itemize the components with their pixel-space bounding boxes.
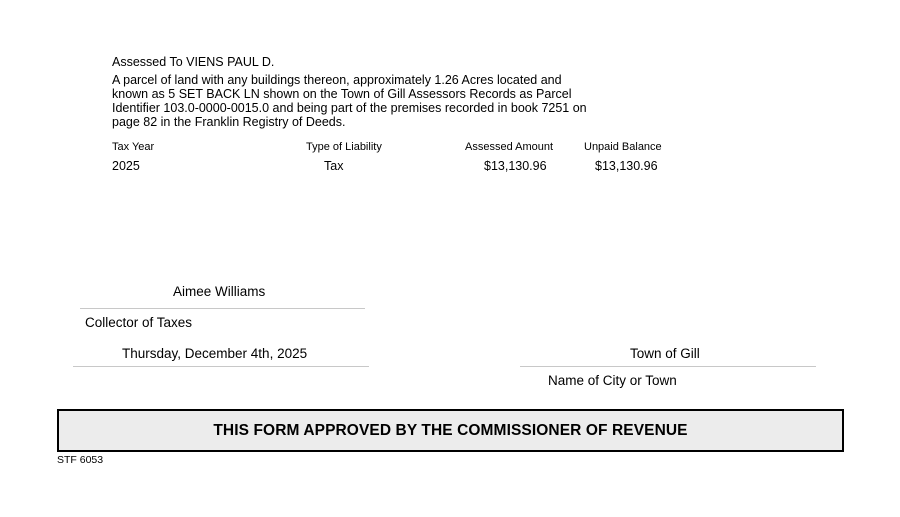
parcel-description [112,73,587,129]
town-label: Name of City or Town [548,373,677,388]
header-tax-year: Tax Year [112,141,155,153]
header-type-of-liability: Type of Liability [306,141,382,153]
header-unpaid-balance: Unpaid Balance [584,141,662,153]
date-line [73,366,369,367]
town-line [520,366,816,367]
parcel-description-line: A parcel of land with any buildings thereon, approximately 1.26 Acres located and [112,73,562,87]
cell-unpaid-balance: $13,130.96 [595,159,658,173]
signature-date: Thursday, December 4th, 2025 [122,346,308,361]
header-assessed-amount: Assessed Amount [465,141,554,153]
parcel-description-line: page 82 in the Franklin Registry of Deeds. [112,115,346,129]
town-name: Town of Gill [630,346,700,361]
parcel-description-line: Identifier 103.0-0000-0015.0 and being part of the premises recorded in book 7251 on [112,101,587,115]
parcel-description-line: known as 5 SET BACK LN shown on the Town of Gill Assessors Records as Parcel [112,87,572,101]
cell-assessed-amount: $13,130.96 [484,159,547,173]
cell-tax-year: 2025 [112,159,140,173]
collector-name: Aimee Williams [173,284,266,299]
form-id: STF 6053 [57,454,104,466]
approval-banner-text: THIS FORM APPROVED BY THE COMMISSIONER OF REVENUE [213,421,688,439]
collector-title: Collector of Taxes [85,315,193,330]
approval-banner [57,409,844,452]
cell-type-of-liability: Tax [324,159,344,173]
assessed-to: Assessed To VIENS PAUL D. [112,55,275,69]
collector-signature-line [80,308,365,309]
